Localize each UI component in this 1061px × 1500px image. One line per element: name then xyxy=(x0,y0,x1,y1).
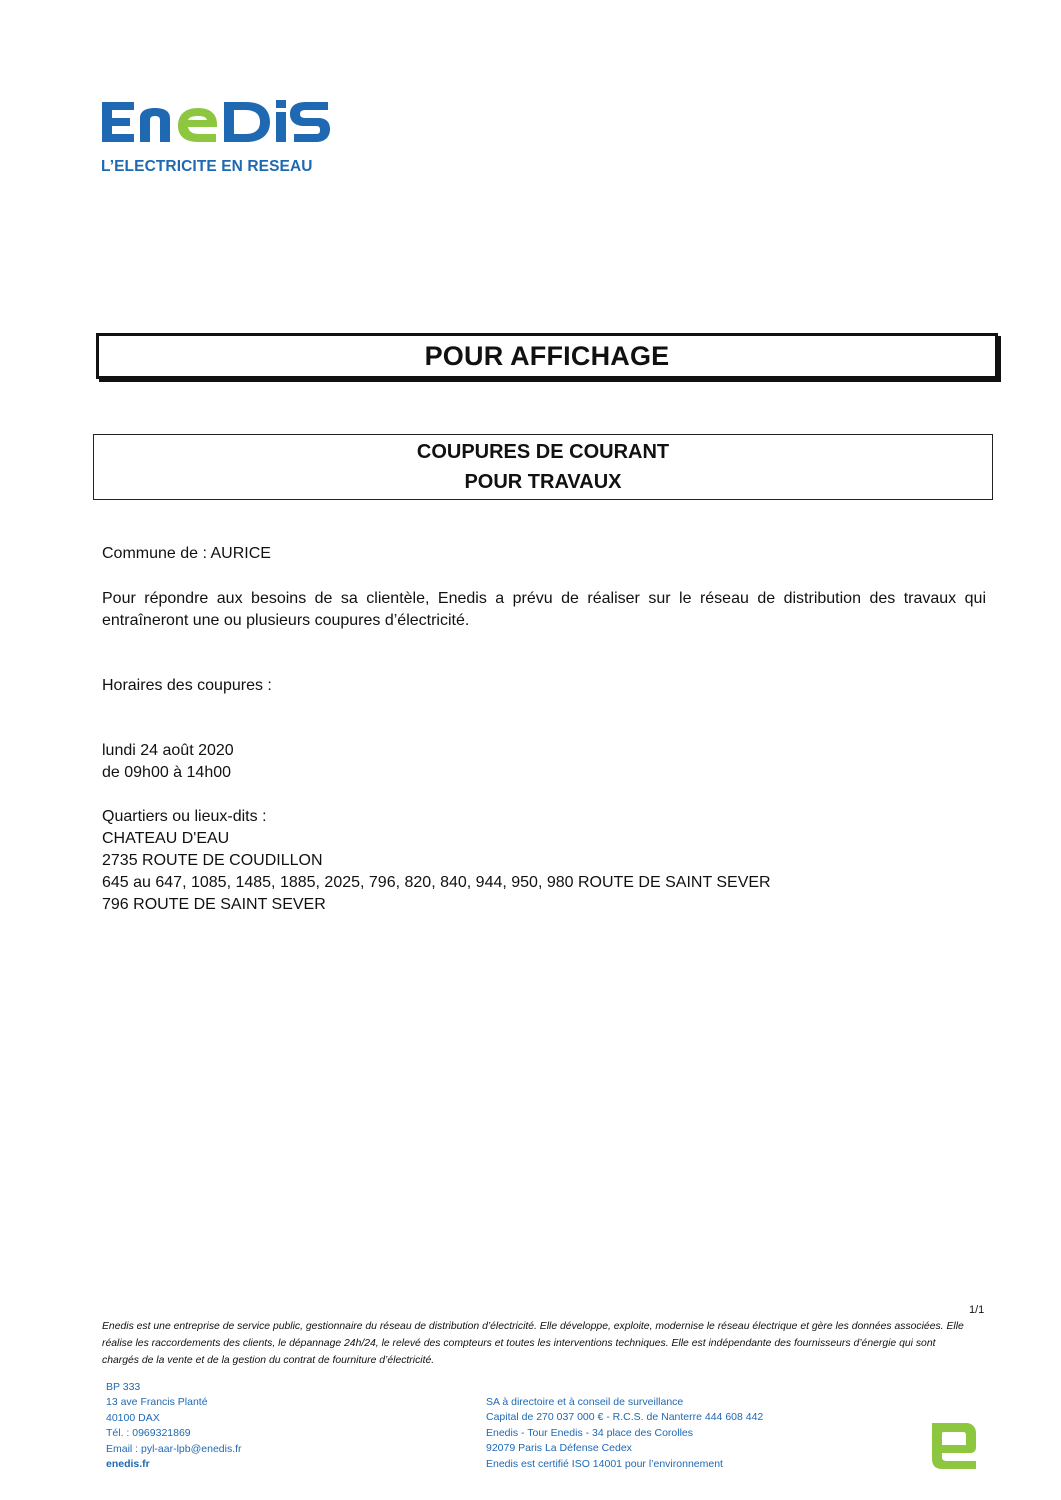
intro-paragraph: Pour répondre aux besoins de sa clientèle, Enedis a prévu de réaliser sur le réseau de distribution des travaux qui entraîneront une ou plusieurs coupures d’électricité. xyxy=(102,590,986,629)
horaires-label: Horaires des coupures : xyxy=(102,677,272,694)
legal-line: Enedis est certifié ISO 14001 pour l’environnement xyxy=(486,1457,723,1470)
quartier-item: 2735 ROUTE DE COUDILLON xyxy=(102,852,323,869)
phone-line: Tél. : 0969321869 xyxy=(106,1427,191,1440)
header-box xyxy=(96,333,998,379)
footer-note: Enedis est une entreprise de service public, gestionnaire du réseau de distribution d’électricité. Elle développe, exploite, modernise le réseau électrique et gère les données associées. Elle réalise les raccordements des clients, le dépannage 24h/24, le relevé des compteurs et toutes les interventions techniques. Elle est indépendante des fournisseurs d’énergie qui sont chargés de la vente et de la gestion du contrat de fourniture d’électricité. xyxy=(102,1321,964,1366)
subject-box xyxy=(93,434,993,500)
footer-address xyxy=(106,1380,242,1472)
enedis-e-icon xyxy=(926,1419,978,1471)
subject-line-2: POUR TRAVAUX xyxy=(464,471,622,493)
commune-line: Commune de : AURICE xyxy=(102,545,271,562)
address-line: 13 ave Francis Planté xyxy=(106,1396,208,1409)
page-number: 1/1 xyxy=(969,1304,985,1316)
cut-time: de 09h00 à 14h00 xyxy=(102,764,232,781)
address-line: 40100 DAX xyxy=(106,1411,160,1424)
enedis-e-icon-svg xyxy=(926,1419,978,1471)
schedule xyxy=(102,740,986,784)
quartier-item: CHATEAU D'EAU xyxy=(102,830,230,847)
legal-line: SA à directoire et à conseil de surveillance xyxy=(486,1396,684,1408)
header-title: POUR AFFICHAGE xyxy=(424,340,670,371)
quartier-item: 796 ROUTE DE SAINT SEVER xyxy=(102,896,326,913)
cut-date: lundi 24 août 2020 xyxy=(102,742,234,759)
quartier-item: 645 au 647, 1085, 1485, 1885, 2025, 796, 820, 840, 944, 950, 980 ROUTE DE SAINT SEVER xyxy=(102,874,771,891)
quartiers-block xyxy=(102,806,986,916)
subject-line-1: COUPURES DE COURANT xyxy=(416,441,670,463)
website-link[interactable]: enedis.fr xyxy=(106,1458,150,1471)
legal-line: Capital de 270 037 000 € - R.C.S. de Nanterre 444 608 442 xyxy=(486,1411,764,1424)
brand-tagline: L’ELECTRICITE EN RESEAU xyxy=(101,158,313,175)
enedis-logo-mark xyxy=(100,96,340,152)
footer-legal xyxy=(486,1395,763,1472)
quartiers-label: Quartiers ou lieux-dits : xyxy=(102,808,267,825)
email-link[interactable]: Email : pyl-aar-lpb@enedis.fr xyxy=(106,1442,242,1455)
legal-line: 92079 Paris La Défense Cedex xyxy=(486,1442,632,1455)
legal-line: Enedis - Tour Enedis - 34 place des Corolles xyxy=(486,1426,694,1439)
address-line: BP 333 xyxy=(106,1381,141,1393)
